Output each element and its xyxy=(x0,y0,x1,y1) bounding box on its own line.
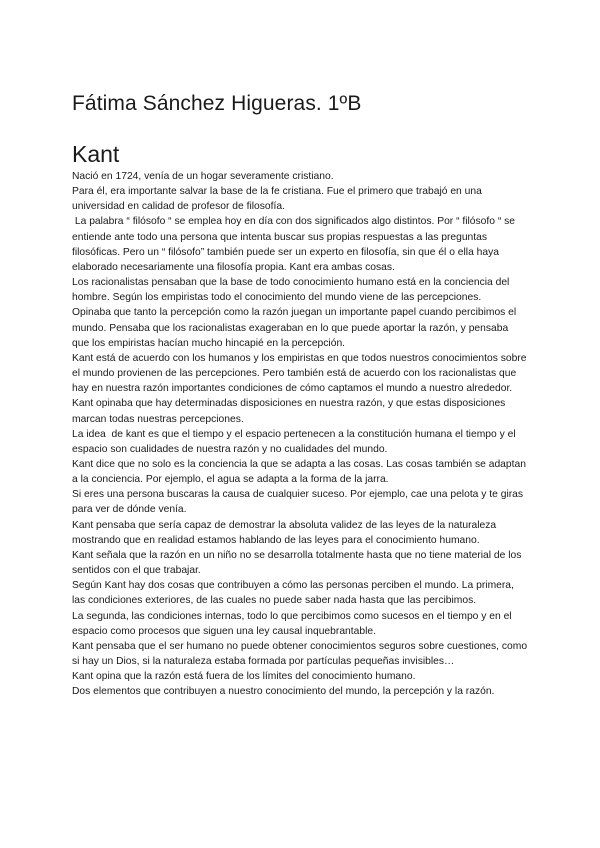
paragraph: Kant está de acuerdo con los humanos y los empiristas en que todos nuestros conocimientos sobre el mundo provienen de las percepciones. Pero también está de acuerdo con los racionalistas que hay en nuestra razón importantes condiciones de cómo captamos el mundo a nuestro alrededor. xyxy=(72,352,527,395)
paragraph: Si eres una persona buscaras la causa de cualquier suceso. Por ejemplo, cae una pelota y te giras para ver de dónde venía. xyxy=(72,489,524,516)
paragraph: Nació en 1724, venía de un hogar severamente cristiano. xyxy=(72,171,334,182)
paragraph: Kant opina que la razón está fuera de los límites del conocimiento humano. xyxy=(72,671,416,683)
paragraph: Kant pensaba que sería capaz de demostrar la absoluta validez de las leyes de la naturaleza mostrando que en realidad estamos hablando de las leyes para el conocimiento humano. xyxy=(72,519,497,546)
document-heading: Kant xyxy=(72,141,120,167)
paragraph: La palabra “ filósofo “ se emplea hoy en día con dos significados algo distintos. Por “ filósofo “ se entiende ante todo una persona que intenta buscar sus propias respuestas a las preguntas filosóficas. Pero un “ filósofo” también puede ser un experto en filosofía, sin que él o ella haya elaborado necesariamente una filosofía propia. Kant era ambas cosas. xyxy=(72,216,518,273)
paragraph: Los racionalistas pensaban que la base de todo conocimiento humano está en la conciencia del hombre. Según los empiristas todo el conocimiento del mundo viene de las percepciones. xyxy=(72,277,510,304)
paragraph: La idea de kant es que el tiempo y el espacio pertenecen a la constitución humana el tiempo y el espacio son cualidades de nuestra razón y no cualidades del mundo. xyxy=(72,428,519,455)
author-line: Fátima Sánchez Higueras. 1ºB xyxy=(72,92,362,115)
paragraph: Para él, era importante salvar la base de la fe cristiana. Fue el primero que trabajó en una universidad en calidad de profesor de filosofía. xyxy=(72,186,482,213)
paragraph: Kant pensaba que el ser humano no puede obtener conocimientos seguros sobre cuestiones, como si hay un Dios, si la naturaleza estaba formada por partículas pequeñas invisibles… xyxy=(72,640,528,667)
paragraph: La segunda, las condiciones internas, todo lo que percibimos como sucesos en el tiempo y en el espacio como procesos que siguen una ley causal inquebrantable. xyxy=(72,610,512,637)
document-body xyxy=(72,169,528,699)
paragraph: Dos elementos que contribuyen a nuestro conocimiento del mundo, la percepción y la razón. xyxy=(72,686,495,698)
paragraph: Kant señala que la razón en un niño no se desarrolla totalmente hasta que no tiene material de los sentidos con el que trabajar. xyxy=(72,549,522,577)
paragraph: Kant opinaba que hay determinadas disposiciones en nuestra razón, y que estas disposiciones marcan todas nuestras percepciones. xyxy=(72,398,506,425)
paragraph: Opinaba que tanto la percepción como la razón juegan un importante papel cuando percibimos el mundo. Pensaba que los racionalistas exageraban en lo que puede aportar la razón, y pensaba que los empiristas hacían mucho hincapié en la percepción. xyxy=(72,307,517,349)
paragraph: Kant dice que no solo es la conciencia la que se adapta a las cosas. Las cosas también se adaptan a la conciencia. Por ejemplo, el agua se adapta a la forma de la jarra. xyxy=(72,458,526,486)
paragraph: Según Kant hay dos cosas que contribuyen a cómo las personas perciben el mundo. La primera, las condiciones exteriores, de las cuales no puede saber nada hasta que las percibimos. xyxy=(72,580,514,607)
